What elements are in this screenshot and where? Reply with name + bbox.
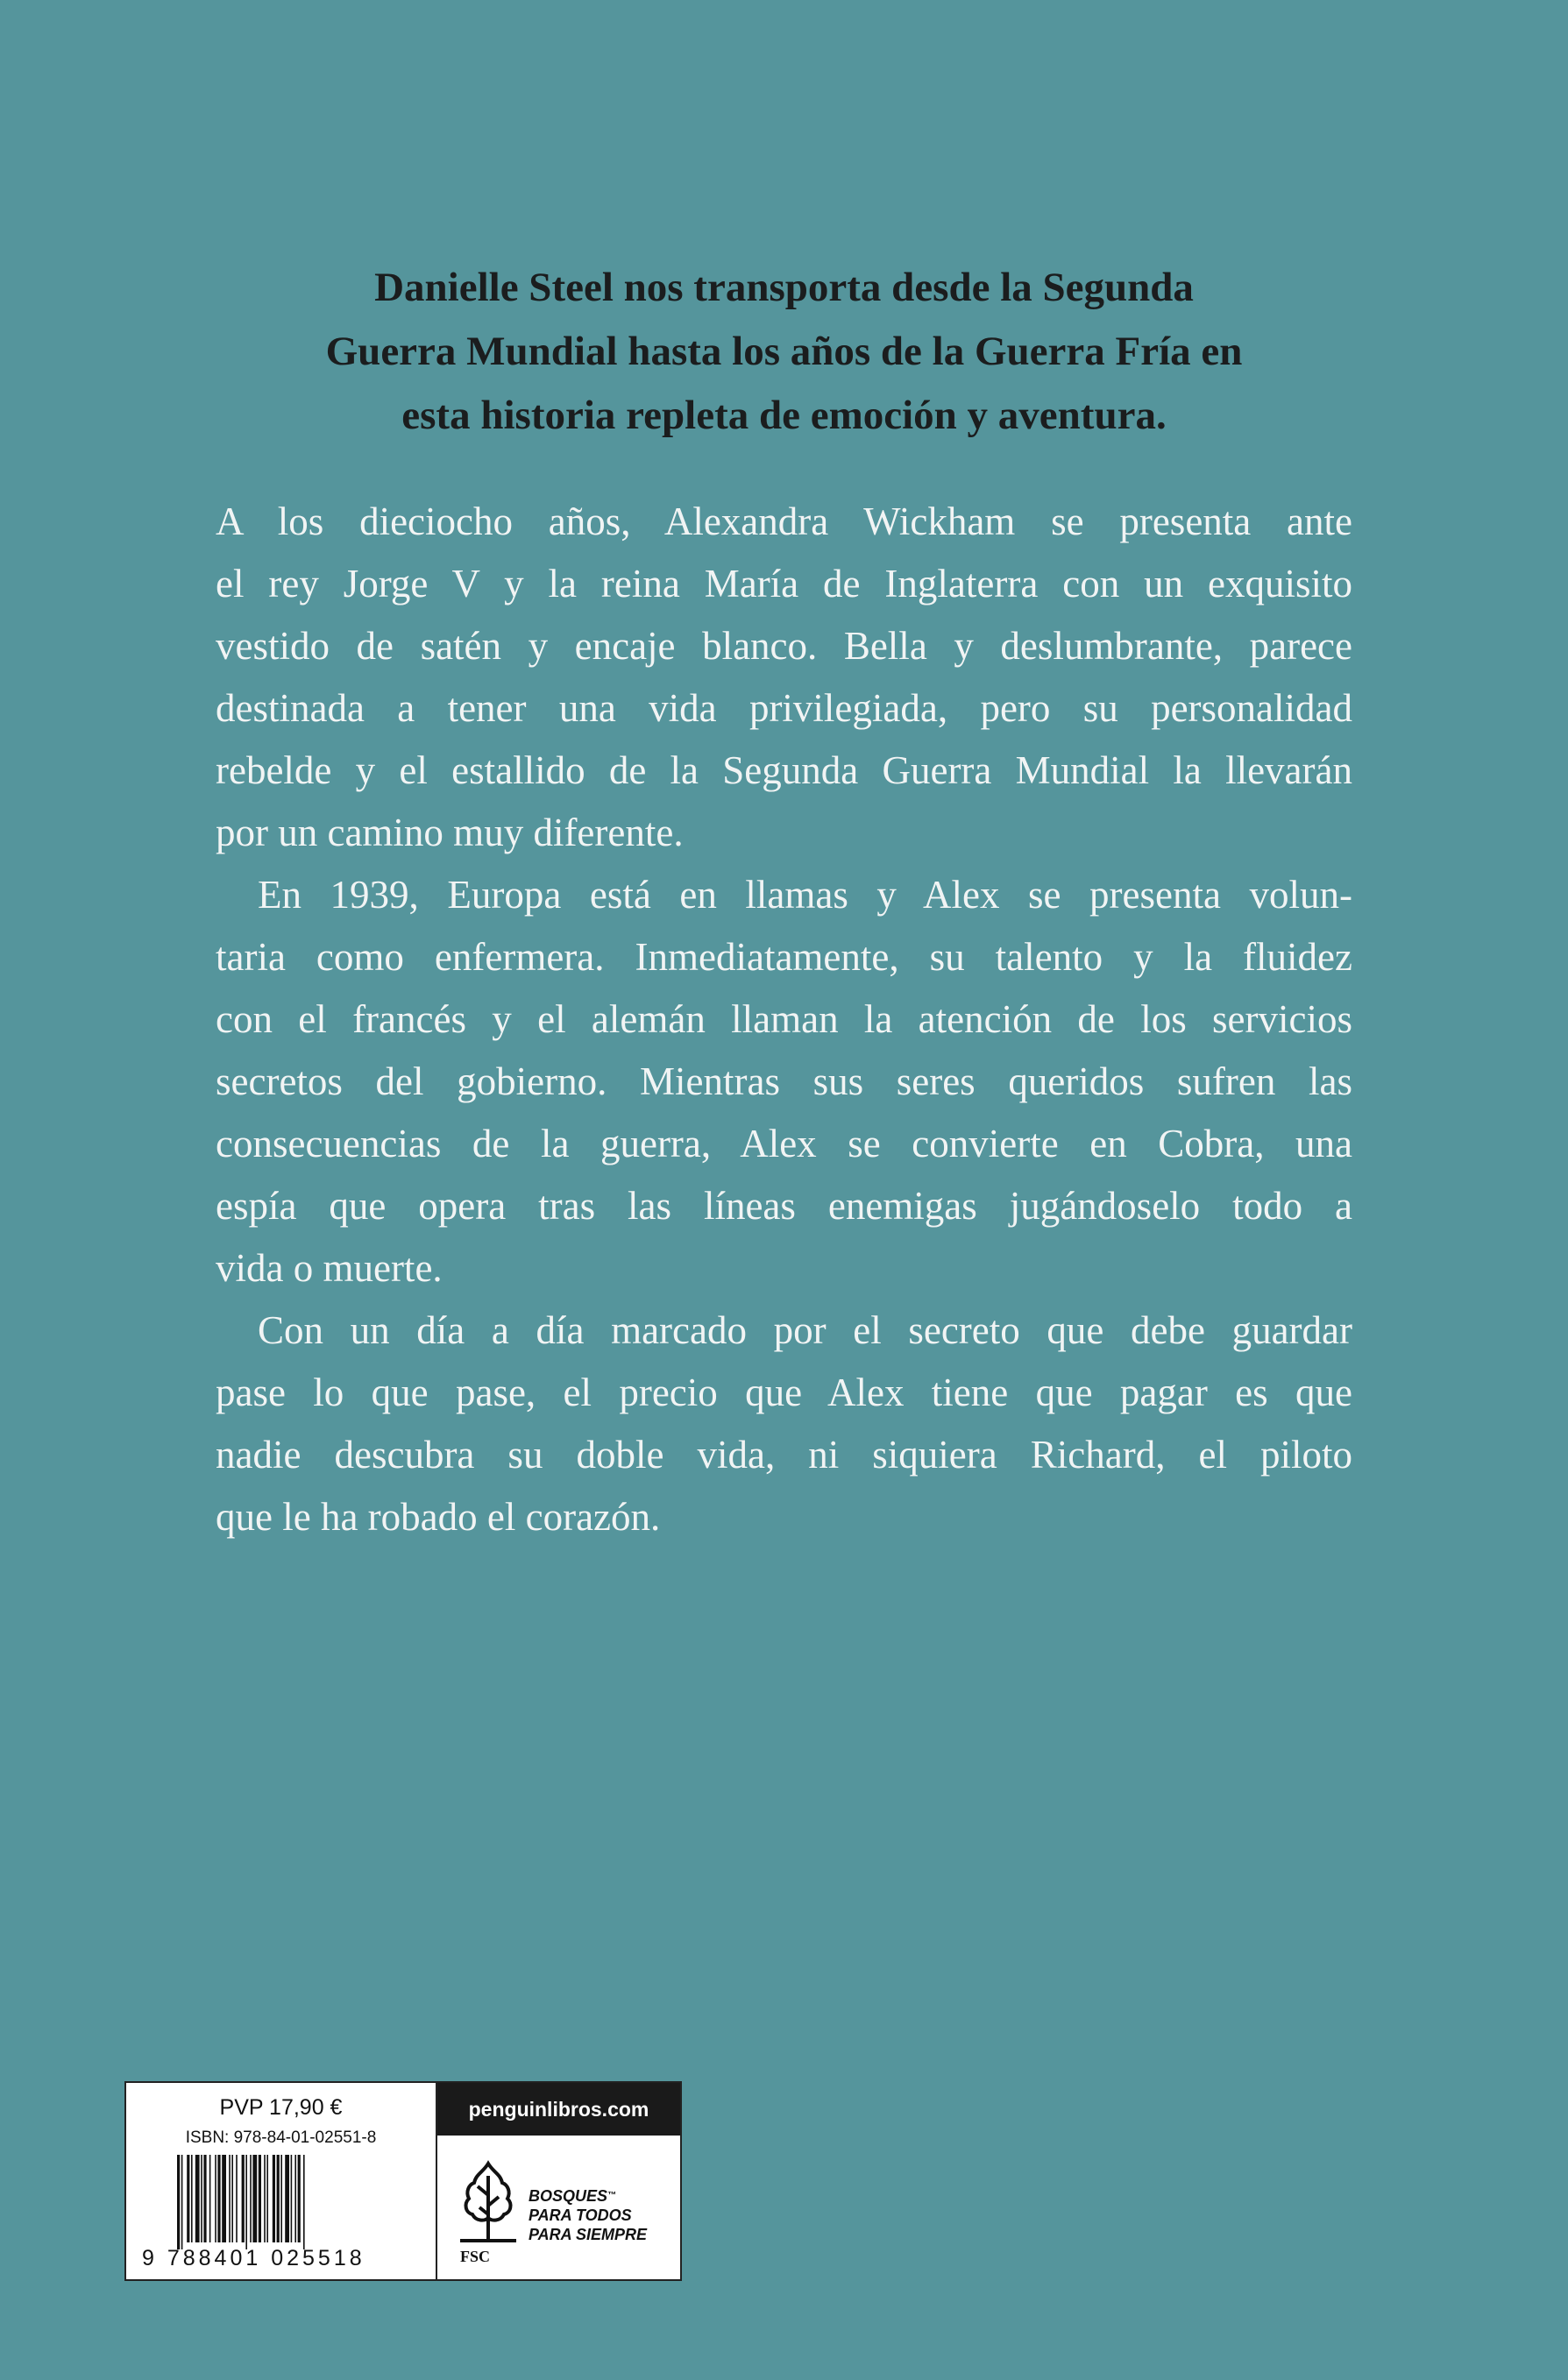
barcode-bar (222, 2155, 226, 2242)
barcode-bar (277, 2155, 280, 2242)
barcode-panel (126, 2083, 437, 2279)
text-line: el rey Jorge V y la reina María de Inglaterra con un exquisito (216, 562, 1352, 606)
barcode (177, 2155, 387, 2249)
barcode-bar (303, 2155, 305, 2249)
fsc-panel (437, 2136, 680, 2279)
barcode-bar (264, 2155, 266, 2242)
barcode-bar (187, 2155, 189, 2242)
barcode-bar (266, 2155, 268, 2242)
fsc-tree-icon (457, 2160, 520, 2244)
text-line: Con un día a día marcado por el secreto que debe guardar (258, 1308, 1352, 1352)
fsc-label: FSC (460, 2248, 491, 2265)
barcode-bar (298, 2155, 301, 2242)
synopsis-paragraph-1 (216, 491, 1352, 864)
text-line: con el francés y el alemán llaman la atención de los servicios (216, 997, 1352, 1041)
barcode-number: 9 788401 025518 (142, 2246, 365, 2270)
text-line: espía que opera tras las líneas enemigas jugándoselo todo a (216, 1184, 1352, 1228)
text-line: nadie descubra su doble vida, ni siquiera Richard, el piloto (216, 1433, 1352, 1477)
barcode-bar (231, 2155, 233, 2242)
text-line: pase lo que pase, el precio que Alex tiene que pagar es que (216, 1371, 1352, 1414)
synopsis-paragraph-3 (216, 1300, 1352, 1548)
text-line: destinada a tener una vida privilegiada, pero su personalidad (216, 686, 1352, 730)
text-line: por un camino muy diferente. (216, 811, 684, 854)
barcode-bar (215, 2155, 216, 2242)
barcode-bar (294, 2155, 296, 2242)
fsc-slogan-line: PARA SIEMPRE (529, 2226, 648, 2243)
synopsis (216, 491, 1352, 1548)
barcode-bar (245, 2155, 247, 2249)
text-line: En 1939, Europa está en llamas y Alex se presenta volun- (258, 873, 1352, 917)
barcode-bar (250, 2155, 252, 2242)
text-line: rebelde y el estallido de la Segunda Guerra Mundial la llevarán (216, 748, 1352, 792)
synopsis-paragraph-2 (216, 864, 1352, 1300)
tagline-line: Danielle Steel nos transporta desde la Segunda (374, 265, 1194, 310)
barcode-bar (209, 2155, 211, 2242)
barcode-bar (217, 2155, 220, 2242)
text-line: vida o muerte. (216, 1246, 443, 1290)
fsc-slogan (529, 2186, 647, 2244)
barcode-bar (291, 2155, 293, 2242)
tagline (175, 256, 1393, 448)
text-line: consecuencias de la guerra, Alex se convierte en Cobra, una (216, 1122, 1352, 1165)
publisher-website: penguinlibros.com (437, 2083, 680, 2136)
text-line: taria como enfermera. Inmediatamente, su talento y la fluidez (216, 935, 1352, 979)
barcode-bar (229, 2155, 231, 2242)
text-line: que le ha robado el corazón. (216, 1495, 661, 1539)
text-line: A los dieciocho años, Alexandra Wickham se presenta ante (216, 499, 1352, 543)
barcode-bar (280, 2155, 282, 2242)
barcode-bar (191, 2155, 193, 2242)
fsc-slogan-line: PARA TODOS (529, 2206, 632, 2224)
tagline-line: Guerra Mundial hasta los años de la Guerra Fría en (325, 329, 1243, 374)
text-line: vestido de satén y encaje blanco. Bella y deslumbrante, parece (216, 624, 1352, 668)
fsc-slogan-line: BOSQUES™ (529, 2187, 617, 2205)
barcode-bar (201, 2155, 202, 2242)
barcode-bar (195, 2155, 200, 2242)
barcode-bar (285, 2155, 289, 2242)
barcode-bar (181, 2155, 183, 2249)
barcode-bar (236, 2155, 238, 2242)
price-publisher-box (124, 2081, 682, 2281)
isbn-label: ISBN: 978-84-01-02551-8 (185, 2129, 377, 2147)
barcode-bar (259, 2155, 261, 2242)
barcode-bar (252, 2155, 257, 2242)
tagline-line: esta historia repleta de emoción y aventura. (401, 393, 1167, 438)
barcode-bar (273, 2155, 275, 2242)
price-label: PVP 17,90 € (219, 2095, 343, 2120)
barcode-bar (177, 2155, 180, 2249)
barcode-bar (242, 2155, 245, 2242)
barcode-bar (203, 2155, 206, 2242)
text-line: secretos del gobierno. Mientras sus seres queridos sufren las (216, 1059, 1352, 1103)
